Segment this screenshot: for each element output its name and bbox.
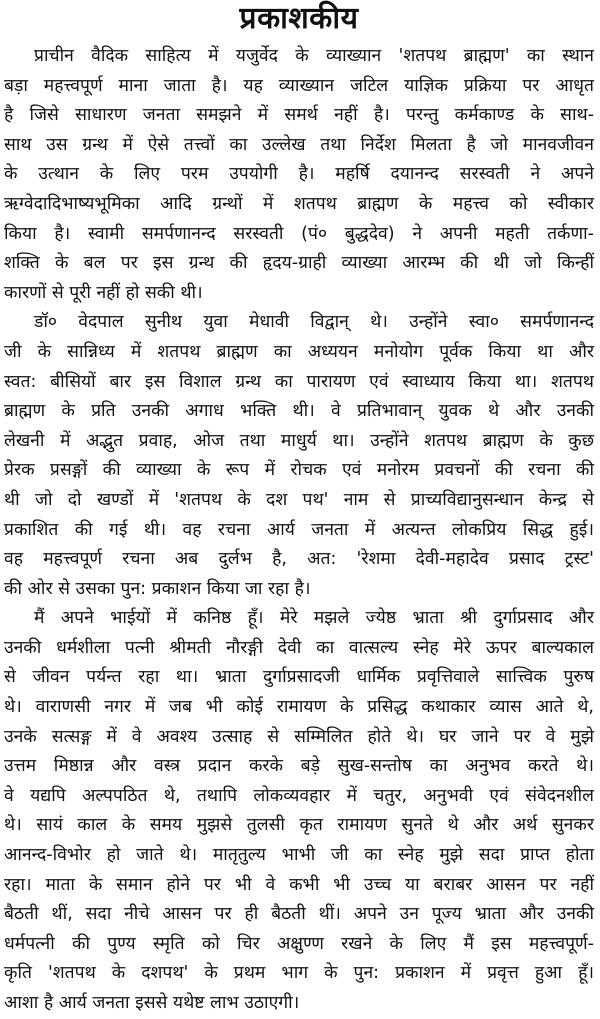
paragraph-line: थे। वाराणसी नगर में जब भी कोई रामायण के प्रसिद्ध कथाकार व्यास आते थे,	[4, 697, 594, 718]
paragraph-line: कृति 'शतपथ के दशपथ' के प्रथम भाग के पुन: प्रकाशन में प्रवृत्त हुआ हूँ।	[4, 963, 594, 984]
paragraph-line: वह महत्त्वपूर्ण रचना अब दुर्लभ है, अत: 'रेशमा देवी-महादेव प्रसाद ट्रस्ट'	[4, 549, 594, 570]
paragraph-line: आशा है आर्य जनता इससे यथेष्ट लाभ उठाएगी।	[4, 993, 300, 1013]
paragraph-line: जी के सान्निध्य में शतपथ ब्राह्मण का अध्ययन मनोयोग पूर्वक किया था और	[4, 341, 594, 362]
paragraph-line: बड़ा महत्त्वपूर्ण माना जाता है। यह व्याख्यान जटिल याज्ञिक प्रक्रिया पर आधृत	[4, 75, 594, 96]
paragraph-line: रहा। माता के समान होने पर भी वे कभी भी उच्च या बराबर आसन पर नहीं	[4, 874, 594, 895]
paragraph-line: ऋग्वेदादिभाष्यभूमिका आदि ग्रन्थों में शतपथ ब्राह्मण के महत्त्व को स्वीकार	[4, 193, 594, 214]
paragraph-line: प्रेरक प्रसङ्गों की व्याख्या के रूप में रोचक एवं मनोरम प्रवचनों की रचना की	[4, 460, 594, 481]
paragraph-line: मैं अपने भाईयों में कनिष्ठ हूँ। मेरे मझले ज्येष्ठ भ्राता श्री दुर्गाप्रसाद और	[34, 608, 594, 629]
paragraph-line: वे यद्यपि अल्पपठित थे, तथापि लोकव्यवहार में चतुर, अनुभवी एवं संवेदनशील	[4, 785, 594, 806]
paragraph-line: प्राचीन वैदिक साहित्य में यजुर्वेद के व्याख्यान 'शतपथ ब्राह्मण' का स्थान	[34, 46, 594, 66]
paragraph-line: लेखनी में अद्भुत प्रवाह, ओज तथा माधुर्य था। उन्होंने शतपथ ब्राह्मण के कुछ	[4, 430, 594, 451]
paragraph-line: स्वत: बीसियों बार इस विशाल ग्रन्थ का पारायण एवं स्वाध्याय किया था। शतपथ	[4, 371, 594, 392]
paragraph-3	[4, 604, 594, 1018]
paragraph-line: के उत्थान के लिए परम उपयोगी है। महर्षि दयानन्द सरस्वती ने अपने	[4, 164, 594, 185]
paragraph-1	[4, 42, 594, 308]
paragraph-2	[4, 308, 594, 604]
paragraph-line: से जीवन पर्यन्त रहा था। भ्राता दुर्गाप्रसादजी धार्मिक प्रवृत्तिवाले सात्त्विक पुरुष	[4, 667, 594, 688]
paragraph-line: शक्ति के बल पर इस ग्रन्थ की हृदय-ग्राही व्याख्या आरम्भ की थी जो किन्हीं	[4, 253, 594, 274]
paragraph-line: उत्तम मिष्ठान्न और वस्त्र प्रदान करके बड़े सुख-सन्तोष का अनुभव करते थे।	[4, 756, 594, 777]
paragraph-line: थी जो दो खण्डों में 'शतपथ के दश पथ' नाम से प्राच्यविद्यानुसन्धान केन्द्र से	[4, 489, 594, 510]
paragraph-line: है जिसे साधारण जनता समझने में समर्थ नहीं है। परन्तु कर्मकाण्ड के साथ-	[4, 105, 594, 126]
paragraph-line: कारणों से पूरी नहीं हो सकी थी।	[4, 282, 203, 303]
paragraph-line: ब्राह्मण के प्रति उनकी अगाध भक्ति थी। वे प्रतिभावान् युवक थे और उनकी	[4, 401, 594, 422]
paragraph-line: प्रकाशित की गई थी। वह रचना आर्य जनता में अत्यन्त लोकप्रिय सिद्ध हुई।	[4, 519, 594, 540]
paragraph-line: थे। सायं काल के समय मुझसे तुलसी कृत रामायण सुनते थे और अर्थ सुनकर	[4, 815, 594, 836]
paragraph-line: उनके सत्सङ्ग में वे अवश्य उत्साह से सम्मिलित होते थे। घर जाने पर वे मुझे	[4, 726, 594, 747]
paragraph-line: उनकी धर्मशीला पत्नी श्रीमती नौरङ्गी देवी का वात्सल्य स्नेह मेरे ऊपर बाल्यकाल	[4, 637, 594, 658]
page-title: प्रकाशकीय	[239, 1, 359, 36]
paragraph-line: साथ उस ग्रन्थ में ऐसे तत्त्वों का उल्लेख तथा निर्देश मिलता है जो मानवजीवन	[4, 134, 594, 155]
paragraph-line: की ओर से उसका पुन: प्रकाशन किया जा रहा है।	[4, 578, 311, 599]
paragraph-line: आनन्द-विभोर हो जाते थे। मातृतुल्य भाभी जी का स्नेह मुझे सदा प्राप्त होता	[4, 845, 594, 866]
paragraph-line: किया है। स्वामी समर्पणानन्द सरस्वती (पं० बुद्धदेव) ने अपनी महती तर्कणा-	[4, 223, 594, 244]
document-page	[4, 0, 594, 1013]
paragraph-line: बैठती थीं, सदा नीचे आसन पर ही बैठती थीं। अपने उन पूज्य भ्राता और उनकी	[4, 904, 594, 925]
paragraph-line: धर्मपत्नी की पुण्य स्मृति को चिर अक्षुण्ण रखने के लिए मैं इस महत्त्वपूर्ण-	[4, 933, 594, 954]
paragraph-line: डॉ० वेदपाल सुनीथ युवा मेधावी विद्वान् थे। उन्होंने स्वा० समर्पणानन्द	[34, 312, 594, 333]
